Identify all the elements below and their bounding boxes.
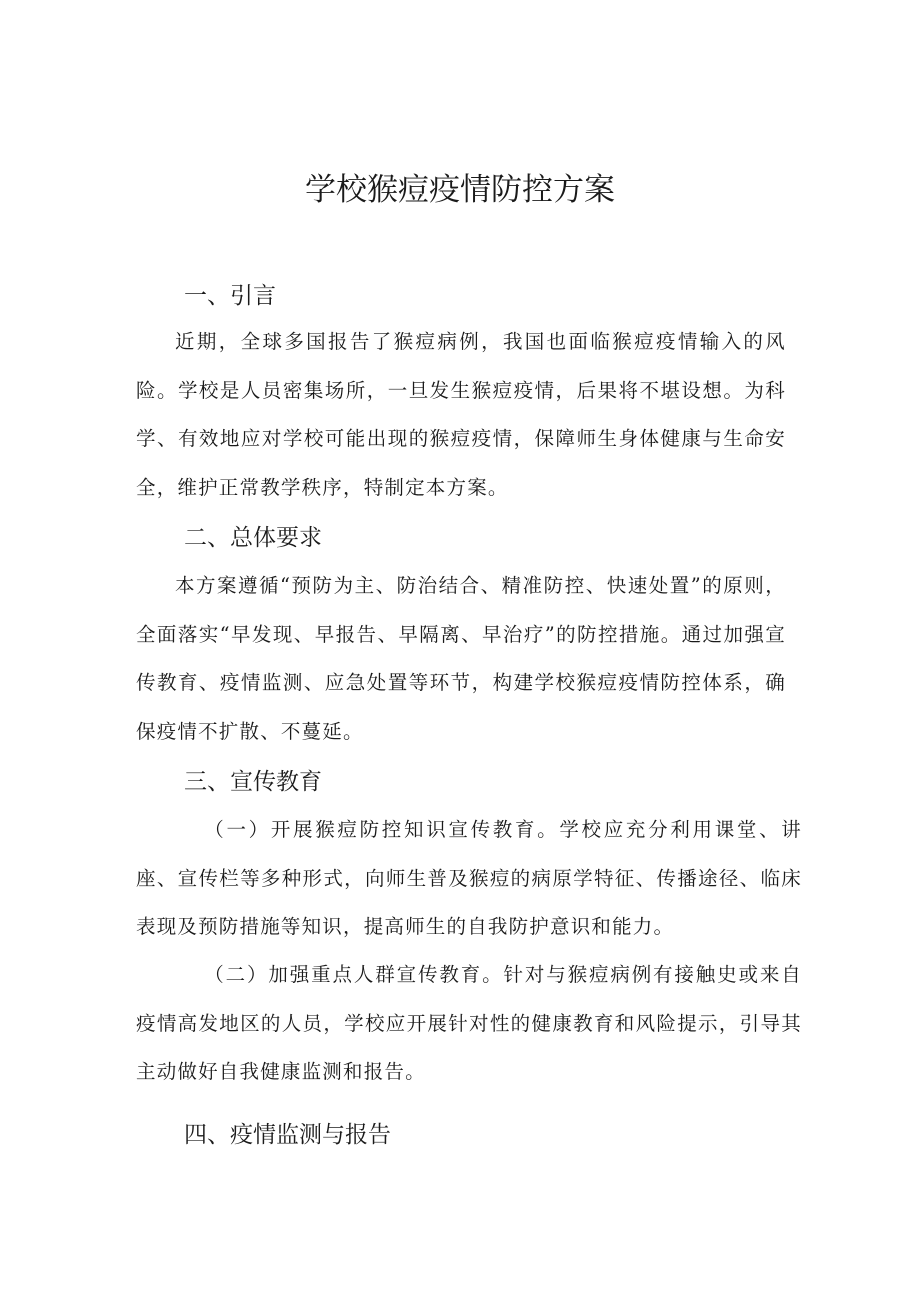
paragraph-general-requirements: 本方案遵循“预防为主、防治结合、精准防控、快速处置”的原则，全面落实“早发现、早报告、早隔离、早治疗”的防控措施。通过加强宣传教育、疫情监测、应急处置等环节，构建学校猴痘疫情防控体系，确保疫情不扩散、不蔓延。 [136, 574, 786, 743]
section-heading-monitoring-reporting: 四、疫情监测与报告 [184, 1122, 391, 1148]
section-heading-general-requirements: 二、总体要求 [184, 525, 322, 551]
document-title: 学校猴痘疫情防控方案 [305, 172, 615, 208]
paragraph-publicity-education-2: （二）加强重点人群宣传教育。针对与猴痘病例有接触史或来自疫情高发地区的人员，学校应开展针对性的健康教育和风险提示，引导其主动做好自我健康监测和报告。 [136, 963, 802, 1083]
section-heading-publicity-education: 三、宣传教育 [184, 769, 322, 795]
paragraph-introduction: 近期，全球多国报告了猴痘病例，我国也面临猴痘疫情输入的风险。学校是人员密集场所，一旦发生猴痘疫情，后果将不堪设想。为科学、有效地应对学校可能出现的猴痘疫情，保障师生身体健康与生命安全，维护正常教学秩序，特制定本方案。 [136, 330, 786, 499]
section-heading-introduction: 一、引言 [184, 283, 276, 309]
paragraph-publicity-education-1: （一）开展猴痘防控知识宣传教育。学校应充分利用课堂、讲座、宣传栏等多种形式，向师生普及猴痘的病原学特征、传播途径、临床表现及预防措施等知识，提高师生的自我防护意识和能力。 [136, 818, 802, 938]
